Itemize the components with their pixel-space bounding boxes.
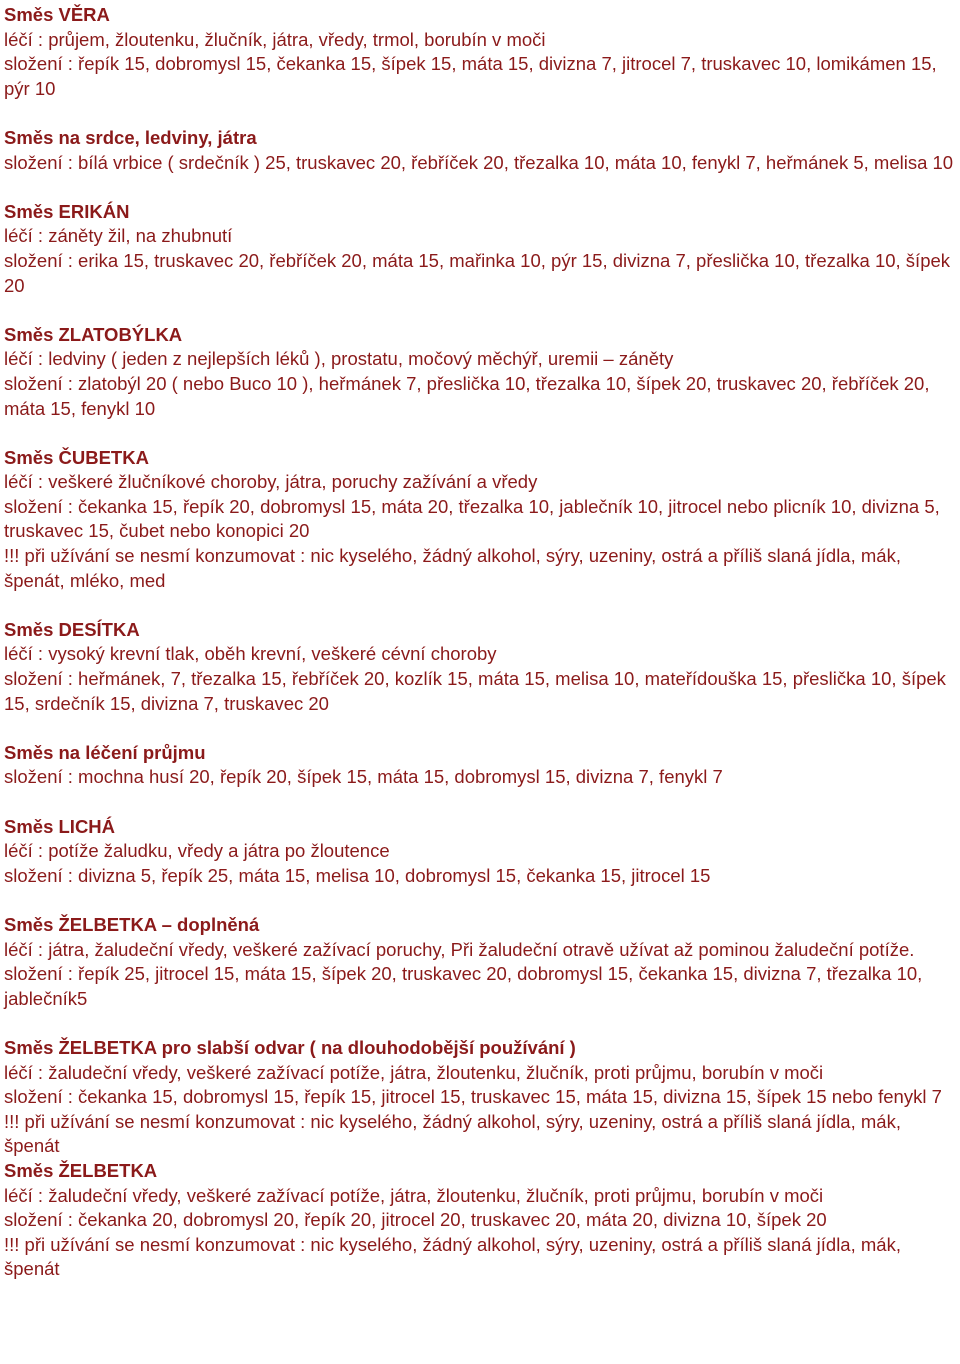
entry-cubetka	[4, 446, 956, 594]
entry-line: složení : erika 15, truskavec 20, řebříček 20, máta 15, mařinka 10, pýr 15, divizna 7, přeslička 10, třezalka 10, šípek 20	[4, 249, 951, 296]
entry-title: Směs ERIKÁN	[4, 200, 130, 222]
entry-line: složení : čekanka 15, řepík 20, dobromysl 15, máta 20, třezalka 10, jablečník 10, jitrocel nebo plicník 10, divizna 5, truskavec 15, čubet nebo konopici 20	[4, 495, 940, 542]
entry-line: léčí : žaludeční vředy, veškeré zažívací potíže, játra, žloutenku, žlučník, proti průjmu, borubín v moči	[4, 1184, 824, 1206]
entry-zelbetka	[4, 1159, 956, 1282]
entry-desitka	[4, 618, 956, 716]
entry-title: Směs DESÍTKA	[4, 618, 140, 640]
entry-zlatobylka	[4, 323, 956, 421]
entry-warning: !!! při užívání se nesmí konzumovat : nic kyselého, žádný alkohol, sýry, uzeniny, ostrá a příliš slaná jídla, mák, špenát	[4, 1110, 901, 1157]
entry-zelbetka-slabsi	[4, 1036, 956, 1159]
document-page	[4, 3, 956, 1282]
entry-title: Směs LICHÁ	[4, 815, 116, 837]
entry-title: Směs na srdce, ledviny, játra	[4, 126, 257, 148]
entry-line: léčí : játra, žaludeční vředy, veškeré zažívací poruchy, Při žaludeční otravě užívat až pominou žaludeční potíže.	[4, 938, 915, 960]
entry-line: složení : čekanka 15, dobromysl 15, řepík 15, jitrocel 15, truskavec 15, máta 15, divizna 15, šípek 15 nebo fenykl 7	[4, 1086, 942, 1108]
entry-line: složení : bílá vrbice ( srdečník ) 25, truskavec 20, řebříček 20, třezalka 10, máta 10, fenykl 7, heřmánek 5, melisa 10	[4, 151, 954, 173]
entry-zelbetka-doplnena	[4, 913, 956, 1011]
entry-title: Směs na léčení průjmu	[4, 741, 206, 763]
entry-title: Směs ČUBETKA	[4, 446, 149, 468]
entry-prujem	[4, 741, 956, 790]
entry-title: Směs VĚRA	[4, 4, 110, 25]
entry-line: složení : divizna 5, řepík 25, máta 15, melisa 10, dobromysl 15, čekanka 15, jitrocel 15	[4, 864, 711, 886]
entry-title: Směs ŽELBETKA pro slabší odvar ( na dlouhodobější používání )	[4, 1036, 576, 1058]
entry-line: složení : čekanka 20, dobromysl 20, řepík 20, jitrocel 20, truskavec 20, máta 20, divizna 10, šípek 20	[4, 1209, 827, 1231]
entry-line: léčí : žaludeční vředy, veškeré zažívací potíže, játra, žloutenku, žlučník, proti průjmu, borubín v moči	[4, 1061, 824, 1083]
entry-line: léčí : ledviny ( jeden z nejlepších léků ), prostatu, močový měchýř, uremii – záněty	[4, 348, 674, 370]
entry-vera	[4, 3, 956, 101]
entry-line: léčí : průjem, žloutenku, žlučník, játra, vředy, trmol, borubín v moči	[4, 28, 546, 50]
entry-line: léčí : vysoký krevní tlak, oběh krevní, veškeré cévní choroby	[4, 643, 497, 665]
entry-warning: !!! při užívání se nesmí konzumovat : nic kyselého, žádný alkohol, sýry, uzeniny, ostrá a příliš slaná jídla, mák, špenát	[4, 1233, 901, 1280]
entry-srdce	[4, 126, 956, 175]
entry-erikan	[4, 200, 956, 298]
entry-title: Směs ŽELBETKA	[4, 1159, 158, 1181]
entry-line: složení : řepík 25, jitrocel 15, máta 15, šípek 20, truskavec 20, dobromysl 15, čekanka 15, divizna 7, třezalka 10, jablečník5	[4, 963, 923, 1009]
entry-line: léčí : veškeré žlučníkové choroby, játra, poruchy zažívání a vředy	[4, 471, 538, 493]
entry-licha	[4, 815, 956, 889]
entry-line: složení : heřmánek, 7, třezalka 15, řebříček 20, kozlík 15, máta 15, melisa 10, mateřídouška 15, přeslička 10, šípek 15, srdečník 15, divizna 7, truskavec 20	[4, 668, 946, 714]
entry-title: Směs ZLATOBÝLKA	[4, 323, 183, 345]
entry-line: léčí : potíže žaludku, vředy a játra po žloutence	[4, 840, 390, 862]
entry-warning: !!! při užívání se nesmí konzumovat : nic kyselého, žádný alkohol, sýry, uzeniny, ostrá a příliš slaná jídla, mák, špenát, mléko, med	[4, 545, 901, 591]
entry-title: Směs ŽELBETKA – doplněná	[4, 913, 260, 935]
entry-line: složení : zlatobýl 20 ( nebo Buco 10 ), heřmánek 7, přeslička 10, třezalka 10, šípek 20, truskavec 20, řebříček 20, máta 15, fenykl 10	[4, 372, 930, 419]
entry-line: léčí : záněty žil, na zhubnutí	[4, 225, 233, 247]
entry-line: složení : řepík 15, dobromysl 15, čekanka 15, šípek 15, máta 15, divizna 7, jitrocel 7, truskavec 10, lomikámen 15, pýr 10	[4, 53, 937, 99]
entry-line: složení : mochna husí 20, řepík 20, šípek 15, máta 15, dobromysl 15, divizna 7, fenykl 7	[4, 766, 723, 788]
